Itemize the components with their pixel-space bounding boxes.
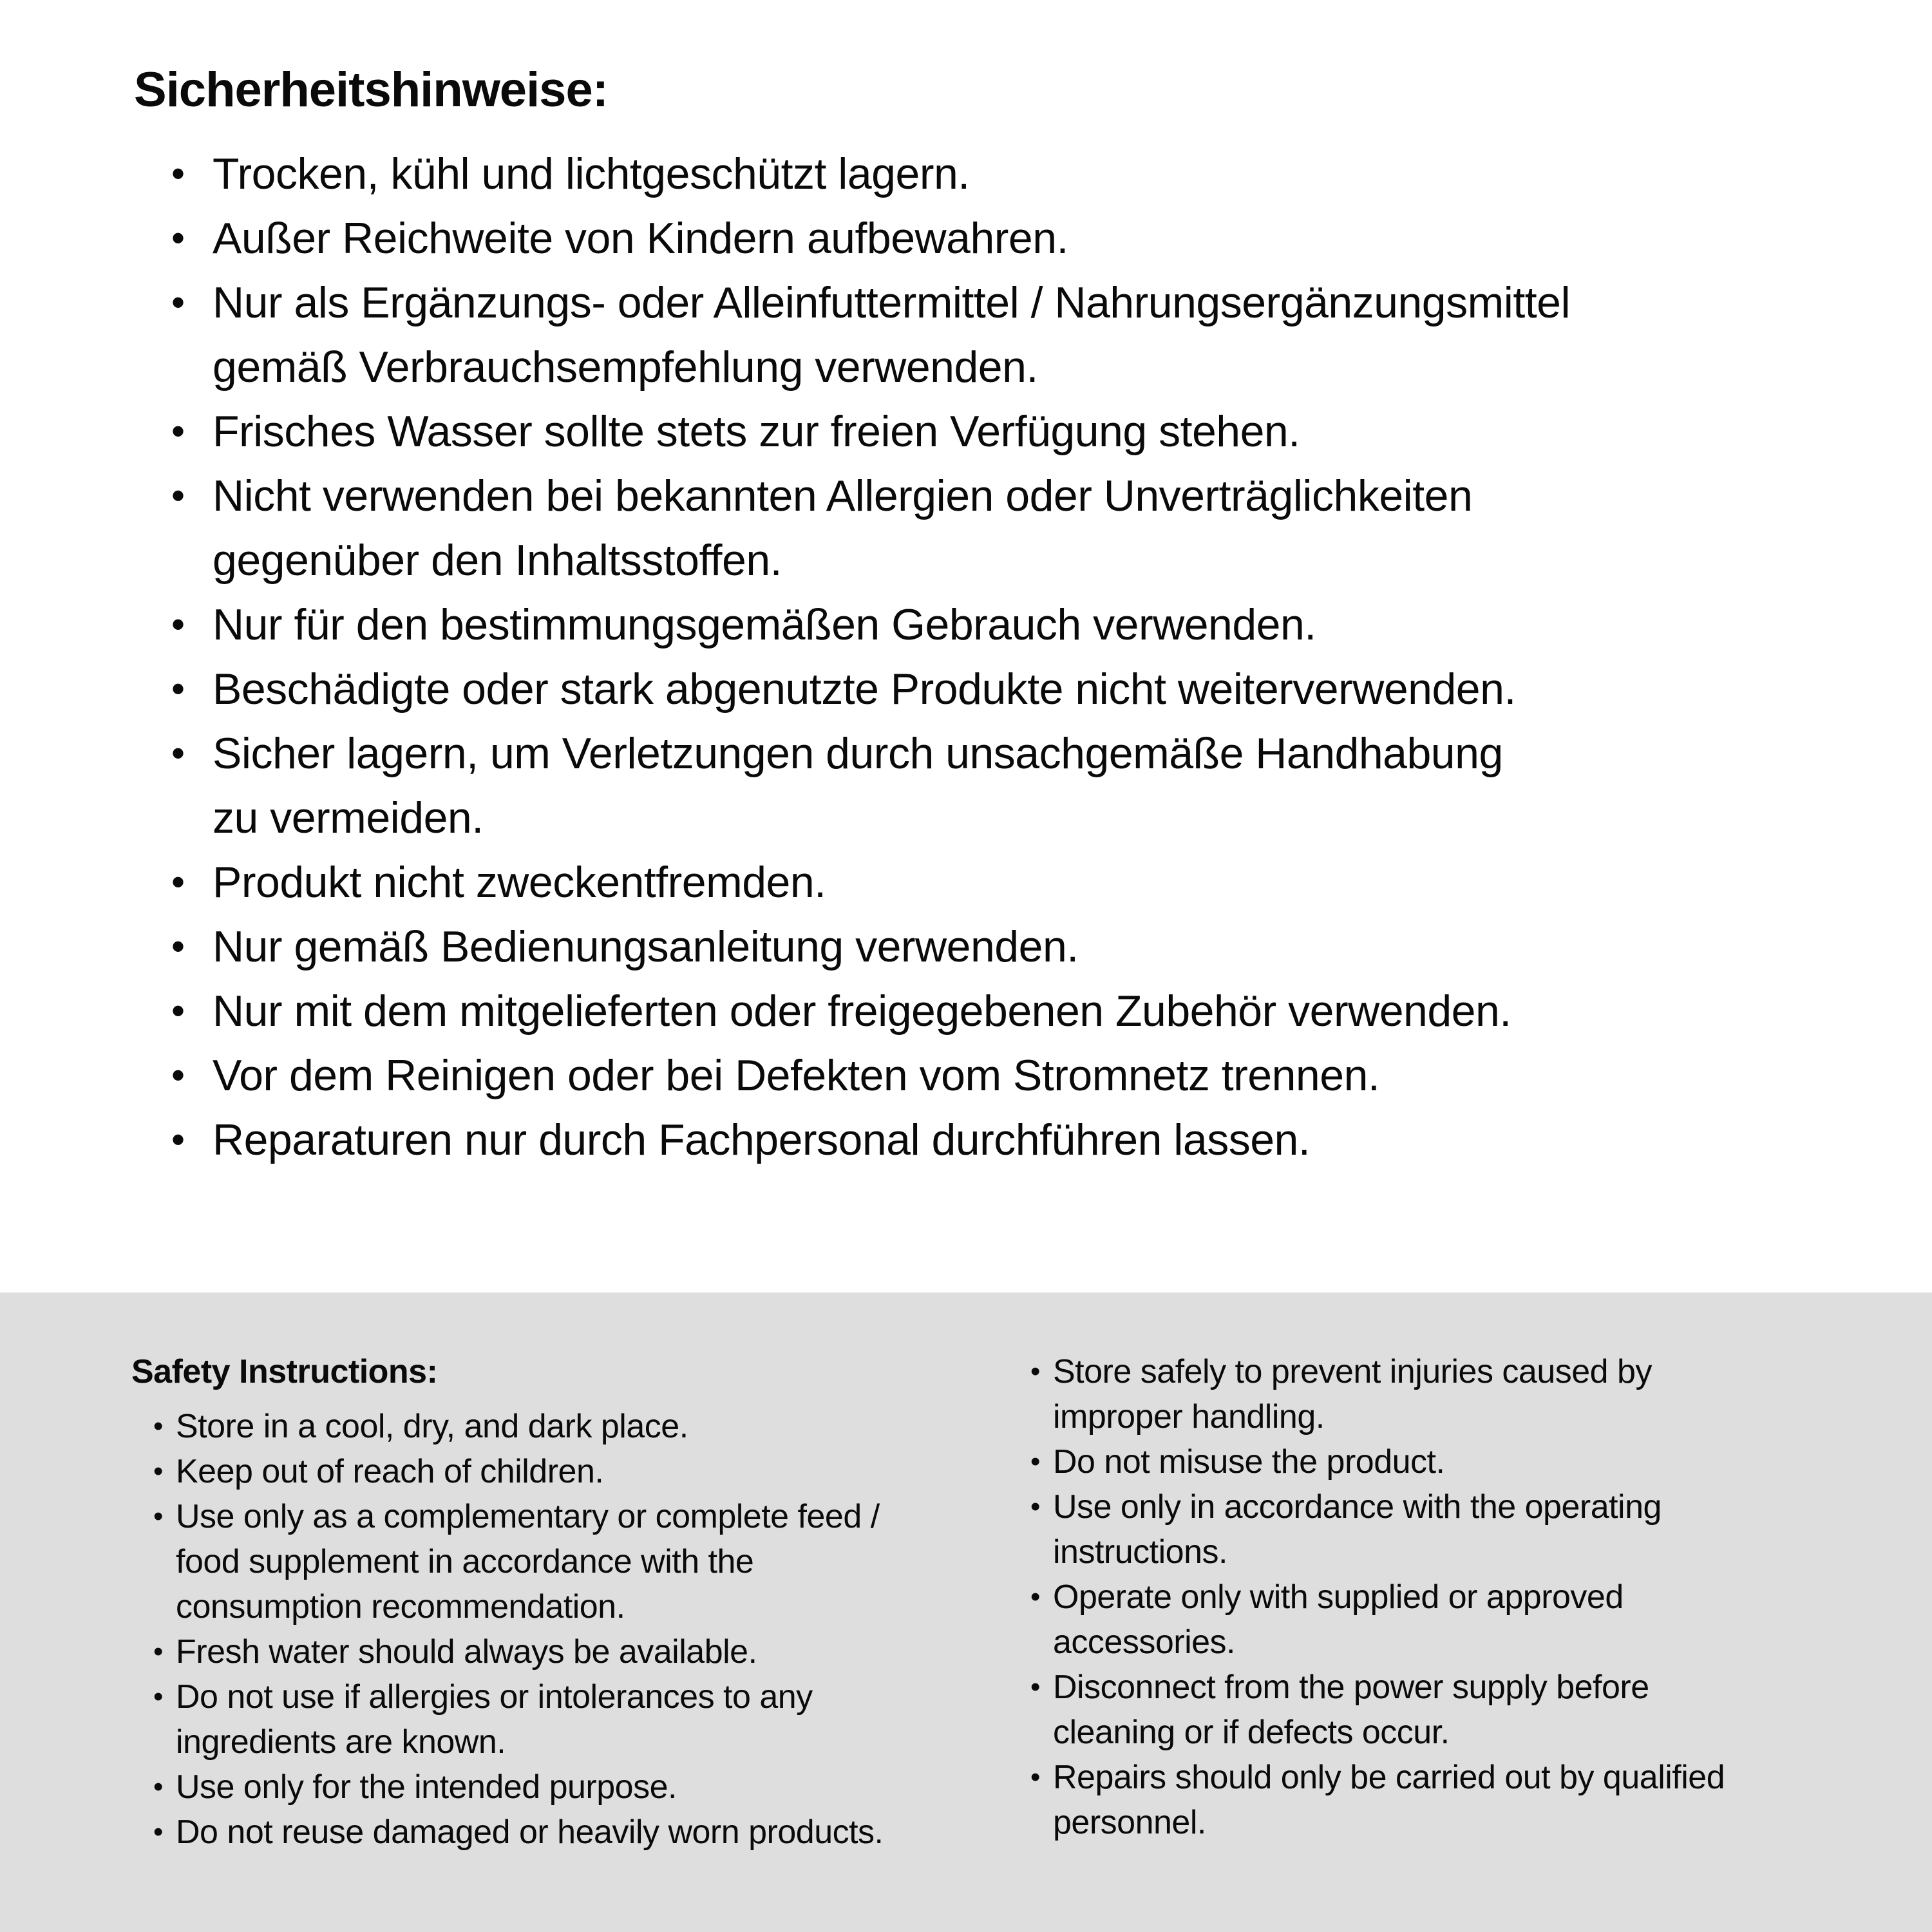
list-item — [171, 914, 1878, 979]
bullet-icon: • — [171, 667, 185, 710]
english-right-column-list — [1030, 1349, 1919, 1845]
bullet-icon: • — [171, 860, 185, 904]
list-item-line: Produkt nicht zweckentfremden. — [213, 858, 826, 907]
bullet-icon: • — [153, 1636, 164, 1667]
list-item — [171, 270, 1878, 399]
list-item-line: Vor dem Reinigen oder bei Defekten vom Stromnetz trennen. — [213, 1051, 1380, 1100]
list-item — [171, 1043, 1878, 1108]
list-item — [171, 657, 1878, 721]
list-item-line: zu vermeiden. — [213, 793, 484, 842]
list-item — [171, 721, 1878, 850]
list-item-line: Do not misuse the product. — [1053, 1443, 1445, 1481]
bullet-icon: • — [153, 1681, 164, 1712]
list-item — [171, 464, 1878, 592]
list-item-line: improper handling. — [1053, 1398, 1325, 1435]
bullet-icon: • — [153, 1816, 164, 1848]
bullet-icon: • — [1030, 1581, 1041, 1613]
bullet-icon: • — [171, 1118, 185, 1161]
list-item-line: instructions. — [1053, 1533, 1227, 1571]
list-item-line: Keep out of reach of children. — [176, 1453, 604, 1490]
list-item-line: Nur gemäß Bedienungsanleitung verwenden. — [213, 922, 1079, 971]
list-item-line: gemäß Verbrauchsempfehlung verwenden. — [213, 343, 1038, 392]
list-item — [153, 1810, 1003, 1855]
list-item-line: Use only in accordance with the operating — [1053, 1488, 1662, 1526]
bullet-icon: • — [171, 410, 185, 453]
list-item — [171, 206, 1878, 270]
list-item — [171, 850, 1878, 914]
list-item-line: Sicher lagern, um Verletzungen durch unsachgemäße Handhabung — [213, 729, 1503, 778]
list-item — [153, 1629, 1003, 1674]
list-item — [171, 979, 1878, 1043]
german-bullet-list — [171, 142, 1878, 1172]
list-item — [1030, 1575, 1919, 1665]
list-item — [171, 1108, 1878, 1172]
bullet-icon: • — [1030, 1446, 1041, 1477]
list-item-line: Do not reuse damaged or heavily worn products. — [176, 1814, 884, 1851]
bullet-icon: • — [1030, 1356, 1041, 1387]
list-item — [153, 1404, 1003, 1449]
bullet-icon: • — [171, 989, 185, 1032]
list-item-line: Store in a cool, dry, and dark place. — [176, 1408, 688, 1445]
list-item-line: Beschädigte oder stark abgenutzte Produkte nicht weiterverwenden. — [213, 665, 1516, 714]
english-left-column-list — [153, 1404, 1003, 1855]
list-item-line: food supplement in accordance with the — [176, 1543, 754, 1580]
list-item-line: Use only for the intended purpose. — [176, 1768, 677, 1806]
bullet-icon: • — [153, 1455, 164, 1487]
bullet-icon: • — [171, 1054, 185, 1097]
list-item-line: consumption recommendation. — [176, 1588, 625, 1625]
bullet-icon: • — [1030, 1671, 1041, 1703]
list-item-line: Nur als Ergänzungs- oder Alleinfuttermittel / Nahrungsergänzungsmittel — [213, 278, 1571, 327]
bullet-icon: • — [171, 925, 185, 968]
list-item — [1030, 1755, 1919, 1845]
list-item-line: Repairs should only be carried out by qualified — [1053, 1759, 1725, 1796]
german-section-title: Sicherheitshinweise: — [134, 62, 609, 117]
list-item — [153, 1674, 1003, 1765]
list-item-line: Do not use if allergies or intolerances to any — [176, 1678, 813, 1716]
list-item-line: Nur mit dem mitgelieferten oder freigegebenen Zubehör verwenden. — [213, 987, 1511, 1036]
list-item — [1030, 1349, 1919, 1439]
list-item — [171, 592, 1878, 657]
bullet-icon: • — [153, 1501, 164, 1532]
bullet-icon: • — [171, 732, 185, 775]
list-item-line: Operate only with supplied or approved — [1053, 1578, 1624, 1616]
list-item — [153, 1765, 1003, 1810]
list-item-line: Nur für den bestimmungsgemäßen Gebrauch verwenden. — [213, 600, 1316, 649]
bullet-icon: • — [171, 152, 185, 195]
list-item-line: Reparaturen nur durch Fachpersonal durchführen lassen. — [213, 1115, 1311, 1164]
list-item-line: cleaning or if defects occur. — [1053, 1714, 1450, 1751]
list-item-line: ingredients are known. — [176, 1723, 506, 1761]
list-item-line: Außer Reichweite von Kindern aufbewahren. — [213, 214, 1068, 263]
bullet-icon: • — [153, 1410, 164, 1442]
list-item-line: accessories. — [1053, 1624, 1235, 1661]
list-item — [153, 1449, 1003, 1494]
bullet-icon: • — [153, 1771, 164, 1803]
list-item-line: Fresh water should always be available. — [176, 1633, 757, 1671]
list-item-line: Use only as a complementary or complete feed / — [176, 1498, 880, 1535]
list-item-line: Nicht verwenden bei bekannten Allergien oder Unverträglichkeiten — [213, 471, 1473, 520]
list-item-line: Disconnect from the power supply before — [1053, 1669, 1649, 1706]
list-item-line: Frisches Wasser sollte stets zur freien Verfügung stehen. — [213, 407, 1300, 456]
list-item — [153, 1494, 1003, 1629]
list-item — [171, 399, 1878, 464]
list-item-line: Store safely to prevent injuries caused by — [1053, 1353, 1652, 1390]
bullet-icon: • — [1030, 1491, 1041, 1522]
bullet-icon: • — [1030, 1761, 1041, 1793]
english-section-title: Safety Instructions: — [131, 1353, 438, 1390]
bullet-icon: • — [171, 281, 185, 324]
list-item — [1030, 1484, 1919, 1575]
bullet-icon: • — [171, 474, 185, 517]
list-item — [1030, 1439, 1919, 1484]
list-item — [1030, 1665, 1919, 1755]
bullet-icon: • — [171, 216, 185, 260]
list-item-line: personnel. — [1053, 1804, 1206, 1841]
bullet-icon: • — [171, 603, 185, 646]
list-item-line: Trocken, kühl und lichtgeschützt lagern. — [213, 149, 970, 198]
list-item — [171, 142, 1878, 206]
list-item-line: gegenüber den Inhaltsstoffen. — [213, 536, 782, 585]
